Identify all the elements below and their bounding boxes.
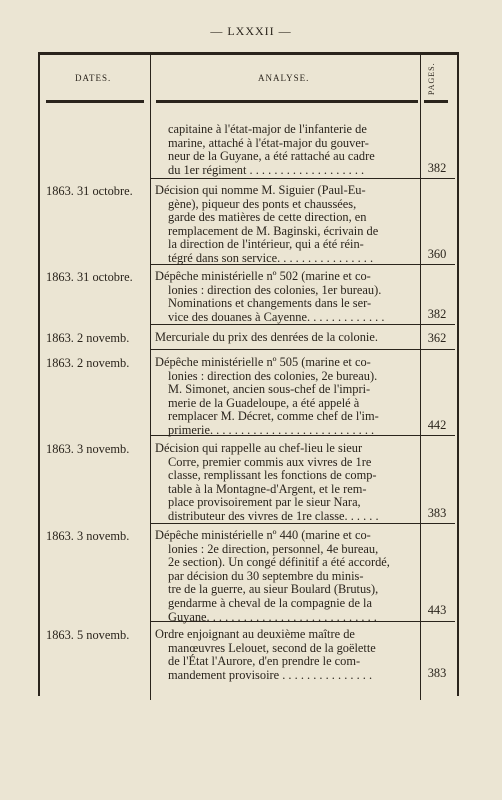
text-line: Corre, premier commis aux vivres de 1re	[168, 454, 372, 469]
entry-date: 1863. 31 octobre.	[46, 270, 133, 284]
page-number: 382	[427, 307, 447, 321]
text-line: Dépêche ministérielle nº 440 (marine et co-	[155, 528, 371, 542]
pages-header-rule	[424, 100, 448, 103]
text-line: primerie. . . . . . . . . . . . . . . . . . . . . . . . . . .	[168, 422, 375, 437]
entry-separator	[421, 621, 455, 622]
text-line: vice des douanes à Cayenne. . . . . . . . . . . . .	[168, 309, 385, 324]
continuation-text	[168, 123, 375, 177]
table-top-rule	[38, 52, 459, 55]
entry-separator	[150, 264, 422, 265]
text-line: Nominations et changements dans le ser-	[168, 296, 372, 311]
text-line: lonies : direction des colonies, 1er bureau).	[168, 282, 382, 297]
text-line: lonies : direction des colonies, 2e bureau).	[168, 368, 378, 383]
entry-date: 1863. 3 novemb.	[46, 529, 130, 543]
text-line: table à la Montagne-d'Argent, et le rem-	[168, 481, 367, 496]
page-number: 382	[427, 161, 447, 175]
entry-date: 1863. 2 novemb.	[46, 331, 130, 345]
text-line: Dépêche ministérielle nº 502 (marine et co-	[155, 269, 371, 283]
entry-date: 1863. 5 novemb.	[46, 628, 130, 642]
entry-separator	[150, 349, 422, 350]
entry-separator	[421, 523, 455, 524]
entry-text	[155, 442, 379, 524]
text-line: mandement provisoire . . . . . . . . . . . . . . .	[168, 667, 373, 682]
entry-date: 1863. 3 novemb.	[46, 442, 130, 456]
entry-text	[155, 184, 378, 266]
text-line: distributeur des vivres de 1re classe. . . . . .	[168, 508, 379, 523]
entry-separator	[421, 264, 455, 265]
text-line: lonies : 2e direction, personnel, 4e bureau,	[168, 541, 379, 556]
entry-separator	[150, 523, 422, 524]
page-header: — LXXXII —	[210, 24, 292, 38]
text-line: gène), piqueur des ponts et chaussées,	[168, 196, 357, 211]
text-line: Mercuriale du prix des denrées de la colonie.	[155, 330, 378, 344]
text-line: M. Simonet, ancien sous-chef de l'impri-	[168, 382, 371, 397]
entry-separator	[421, 178, 455, 179]
text-line: 2e section). Un congé définitif a été accordé,	[168, 555, 390, 570]
page-number: 383	[427, 666, 447, 680]
text-line: tégré dans son service. . . . . . . . . . . . . . . .	[168, 250, 374, 265]
text-line: Guyane. . . . . . . . . . . . . . . . . . . . . . . . . . . .	[168, 609, 377, 624]
page-number: 442	[427, 418, 447, 432]
text-line: classe, remplissant les fonctions de comp-	[168, 468, 377, 483]
analyse-header-rule	[156, 100, 418, 103]
text-line: neur de la Guyane, a été rattaché au cadre	[168, 149, 375, 164]
page-number: 360	[427, 247, 447, 261]
text-line: par décision du 30 septembre du minis-	[168, 568, 364, 583]
entry-date: 1863. 2 novemb.	[46, 356, 130, 370]
entry-text	[155, 356, 379, 438]
text-line: remplacer M. Décret, comme chef de l'im-	[168, 409, 379, 424]
text-line: capitaine à l'état-major de l'infanterie de	[168, 122, 367, 136]
entry-separator	[150, 435, 422, 436]
entry-date: 1863. 31 octobre.	[46, 184, 133, 198]
text-line: gendarme à cheval de la compagnie de la	[168, 595, 372, 610]
entry-text	[155, 270, 384, 324]
entry-text	[155, 331, 378, 345]
text-line: Décision qui nomme M. Siguier (Paul-Eu-	[155, 183, 366, 197]
entry-text	[155, 628, 376, 682]
entry-separator	[421, 349, 455, 350]
analyse-column-header: ANALYSE.	[258, 73, 310, 83]
entry-separator	[150, 621, 422, 622]
dates-column-header: DATES.	[75, 73, 112, 83]
entry-separator	[421, 435, 455, 436]
page-number: 362	[427, 331, 447, 345]
text-line: manœuvres Lelouet, second de la goëlette	[168, 640, 376, 655]
text-line: marine, attaché à l'état-major du gouver-	[168, 135, 369, 150]
entry-separator	[150, 324, 422, 325]
text-line: du 1er régiment . . . . . . . . . . . . . . . . . . .	[168, 162, 365, 177]
entry-text	[155, 529, 390, 624]
text-line: place provisoirement par le sieur Nara,	[168, 495, 361, 510]
entry-separator	[150, 178, 422, 179]
text-line: la direction de l'intérieur, qui a été réin-	[168, 237, 364, 252]
text-line: garde des matières de cette direction, en	[168, 210, 367, 225]
page-number: 383	[427, 506, 447, 520]
entry-separator	[421, 324, 455, 325]
text-line: merie de la Guadeloupe, a été appelé à	[168, 395, 360, 410]
text-line: Décision qui rappelle au chef-lieu le sieur	[155, 441, 363, 455]
text-line: de l'État l'Aurore, d'en prendre le com-	[168, 654, 361, 669]
pages-column-header: PAGES.	[427, 62, 436, 96]
dates-header-rule	[46, 100, 144, 103]
text-line: Ordre enjoignant au deuxième maître de	[155, 627, 355, 641]
dates-column-divider	[150, 52, 151, 700]
page-number: 443	[427, 603, 447, 617]
text-line: tre de la guerre, au sieur Boulard (Brutus),	[168, 582, 379, 597]
text-line: remplacement de M. Baginski, écrivain de	[168, 223, 379, 238]
text-line: Dépêche ministérielle nº 505 (marine et co-	[155, 355, 371, 369]
